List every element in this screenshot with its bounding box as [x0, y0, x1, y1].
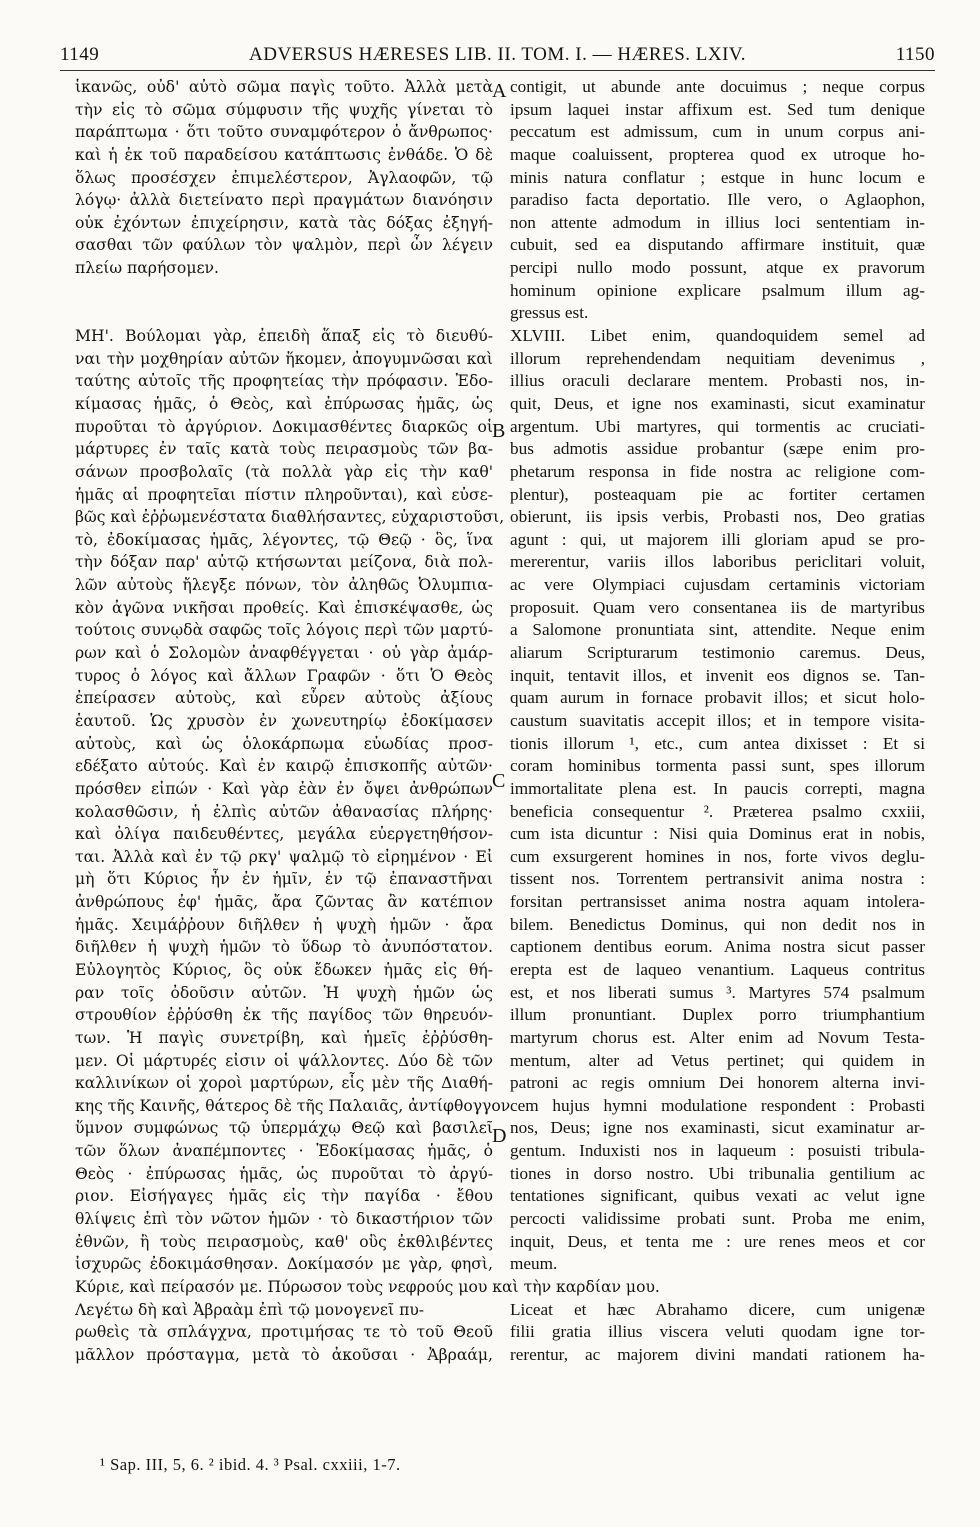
greek-text-line: αὐτοὺς, καὶ ὡς ὁλοκάρπωμα εὐωδίας προσ-: [75, 734, 493, 753]
margin-marker-b: B: [492, 420, 506, 442]
greek-text-line: κίμασας ἡμᾶς, ὁ Θεὸς, καὶ ἐπύρωσας ἡμᾶς, ὡς: [75, 394, 493, 413]
margin-marker-a: A: [492, 80, 507, 102]
latin-text-line: argentum. Ubi martyres, qui tormentis ac cruciati-: [510, 416, 925, 436]
greek-text-line: θλίψεις ἐπὶ τὸν νῶτον ἡμῶν · τὸ δικαστήριον τῶν: [75, 1210, 493, 1229]
latin-text-line: nos, Deus; igne nos examinasti, sicut examinatur ar-: [510, 1118, 925, 1138]
latin-text-line: obierunt, iis ipsis verbis, Probasti nos, Deo gratias: [510, 507, 925, 527]
latin-text-line: cem hujus hymni modulatione respondent : Probasti: [510, 1095, 925, 1115]
latin-text-line: paradiso facta deportatio. Ille vero, o Aglaophon,: [510, 190, 925, 210]
greek-text-line: σάνων προσβολαῖς (τὰ πολλὰ γὰρ εἰς τὴν καθ': [75, 462, 493, 481]
greek-text-line: στρουθίον ἐῤῥύσθη ἐκ τῆς παγίδος τῶν θηρευόν-: [75, 1006, 493, 1025]
footnotes: ¹ Sap. III, 5, 6. ² ibid. 4. ³ Psal. cxxiii, 1-7.: [100, 1455, 401, 1474]
greek-text-line: Εὐλογητὸς Κύριος, ὃς οὐκ ἔδωκεν ἡμᾶς εἰς θή-: [75, 960, 493, 979]
greek-text-line: εδέξατο αὐτούς. Καὶ ἐν καιρῷ ἐπισκοπῆς αὐτῶν·: [75, 757, 493, 776]
greek-text-line: Κύριε, καὶ πείρασόν με. Πύρωσον τοὺς νεφρούς μου καὶ τὴν καρδίαν μου.: [75, 1277, 660, 1296]
greek-text-line: λῶν αὐτοὺς ἤλεγξε πόνων, τὸν ἀληθῶς Ὀλυμπια-: [75, 576, 493, 595]
latin-text-line: inquit, tentavit illos, et invenit eos dignos se. Tan-: [510, 665, 925, 685]
latin-column: [510, 76, 925, 1367]
latin-text-line: filii gratia illius viscera veluti quodam igne tor-: [510, 1322, 925, 1342]
greek-text-line: πρόσθεν εἰπών · Καὶ γὰρ ἐὰν ἐν ὄψει ἀνθρώπων: [75, 779, 493, 798]
header-rule: [60, 70, 935, 71]
greek-text-line: ἑαυτοῦ. Ὡς χρυσὸν ἐν χωνευτηρίῳ ἐδοκίμασεν: [75, 711, 493, 730]
running-title: ADVERSUS HÆRESES LIB. II. TOM. I. — HÆRES. LXIV.: [249, 44, 746, 65]
latin-text-line: quit, Deus, et igne nos examinasti, sicut examinatur: [510, 393, 925, 413]
latin-text-line: rerentur, ac majorem divini mandati rationem ha-: [510, 1344, 925, 1364]
greek-text-line: παράπτωμα · ὅτι τοῦτο συναμφότερον ὁ ἄνθρωπος·: [75, 123, 493, 142]
latin-text-line: cum ista dicuntur : Nisi quia Dominus erat in nobis,: [510, 824, 925, 844]
greek-text-line: κὸν ἀγῶνα νικῆσαι προθείς. Καὶ ἐπισκέψασθε, ὡς: [75, 598, 493, 617]
latin-text-line: mererentur, variis illos laboribus periclitari voluit,: [510, 552, 925, 572]
greek-text-line: πλείω παρήσομεν.: [75, 259, 219, 278]
greek-text-line: διῆλθεν ἡ ψυχὴ ἡμῶν τὸ ὕδωρ τὸ ἀνυπόστατον.: [75, 938, 493, 957]
latin-text-line: non attente admodum in illius loci sententiam in-: [510, 212, 925, 232]
latin-text-line: ac vere Olympiaci cujusdam certaminis victoriam: [510, 575, 925, 595]
latin-text-line: contigit, ut abunde ante docuimus ; neque corpus: [510, 77, 925, 96]
latin-text-line: illorum reprehendendam nequitiam devenimus ,: [510, 348, 925, 368]
greek-text-line: καὶ ἡ ἐκ τοῦ παραδείσου κατάπτωσις ἐνθάδε. Ὁ δὲ: [75, 145, 493, 164]
latin-text-line: tionis illorum ¹, etc., cum antea dixisset : Et si: [510, 733, 925, 753]
greek-text-line: ριον. Εἰσήγαγες ἡμᾶς εἰς τὴν παγίδα · ἔθου: [75, 1187, 493, 1206]
greek-text-line: ὅλως προσέσχεν ἐπιμελέστερον, Ἀγλαοφῶν, τῷ: [75, 168, 493, 187]
greek-text-line: ναι τὴν μοχθηρίαν αὐτῶν ἥκομεν, ἀπογυμνῶσαι καὶ: [75, 349, 493, 368]
latin-text-line: minis natura conflatur ; estque in hunc locum e: [510, 167, 925, 187]
greek-text-line: ἡμᾶς. Χειμάῤῥουν διῆλθεν ἡ ψυχὴ ἡμῶν · ἄρα: [75, 915, 493, 934]
latin-text-line: bus admotis assidue probantur (sæpe enim pro-: [510, 439, 925, 459]
latin-text-line: mentum, alter ad Vetus pertinet; qui quidem in: [510, 1050, 925, 1070]
greek-text-line: ἀνθρώπους ἐφ' ἡμᾶς, ἄρα ζῶντας ἂν κατέπιον: [75, 893, 493, 912]
greek-text-line: μὴ ὅτι Κύριος ἦν ἐν ἡμῖν, ἐν τῷ ἐπαναστῆναι: [75, 870, 493, 889]
greek-text-line: καλλινίκων οἱ χοροὶ μαρτύρων, εἷς μὲν τῆς Διαθή-: [75, 1074, 493, 1093]
latin-text-line: immortalitate plena est. In paucis correpti, magna: [510, 778, 925, 798]
greek-text-line: ἱκανῶς, οὐδ' αὐτὸ σῶμα παγὶς τοῦτο. Ἀλλὰ μετὰ: [75, 78, 493, 96]
latin-text-line: cubuit, sed ea disputando affirmare instituit, quæ: [510, 235, 925, 255]
greek-text-line: ταύτης αὐτοῖς τῆς προφητείας τὴν πρόφασιν. Ἐδο-: [75, 372, 493, 391]
greek-text-line: Λεγέτω δὴ καὶ Ἀβραὰμ ἐπὶ τῷ μονογενεῖ πυ-: [75, 1300, 425, 1319]
greek-text-line: κης τῆς Καινῆς, θάτερος δὲ τῆς Παλαιᾶς, ἀντίφθογγον: [75, 1096, 511, 1115]
greek-text-line: [75, 280, 493, 303]
latin-text-line: proposuit. Quam vero consentanea iis de martyribus: [510, 597, 925, 617]
latin-text-line: phetarum responsa in fide nostra ac religione com-: [510, 461, 925, 481]
latin-text-line: quam aurum in fornace probavit illos; et sicut holo-: [510, 688, 925, 708]
latin-text-line: patroni ac regis omnium Dei honorem alterna invi-: [510, 1073, 925, 1093]
greek-text-line: ΜΗ'. Βούλομαι γὰρ, ἐπειδὴ ἅπαξ εἰς τὸ διευθύ-: [75, 327, 493, 346]
latin-text-line: XLVIII. Libet enim, quandoquidem semel ad: [510, 326, 925, 346]
latin-text-line: erepta est de laqueo venantium. Laqueus contritus: [510, 959, 925, 979]
latin-text-line: gressus est.: [510, 303, 589, 323]
latin-text-line: forsitan pertransisset anima nostra aquam intolera-: [510, 892, 925, 912]
greek-text-line: οὐκ ἐχόντων ἐπιχείρησιν, κατὰ τὰς δόξας ἐξηγή-: [75, 213, 493, 232]
greek-text-line: μᾶλλον πρόσταγμα, μετὰ τὸ ἀκοῦσαι · Ἀβραάμ,: [75, 1345, 493, 1364]
latin-text-line: coram hominibus tormenta passi sunt, spes illorum: [510, 756, 925, 776]
latin-text-line: [510, 1276, 925, 1299]
latin-text-line: illius oraculi declarare mentem. Probasti nos, in-: [510, 371, 925, 391]
margin-marker-d: D: [492, 1125, 507, 1147]
latin-text-line: meum.: [510, 1254, 558, 1274]
greek-text-line: πυροῦται τὸ ἀργύριον. Δοκιμασθέντες διαρκῶς οἱ: [75, 417, 493, 436]
latin-text-line: maque coaluissent, propterea quod ex utroque ho-: [510, 144, 925, 164]
latin-text-line: aliarum Scripturarum testimonio caremus. Deus,: [510, 643, 925, 663]
greek-text-line: τὴν δόξαν παρ' αὐτῷ κτήσωνται μείζονα, διὰ πολ-: [75, 553, 493, 572]
latin-text-line: agunt : qui, ut majorem illi gloriam apud se pro-: [510, 529, 925, 549]
greek-text-line: ἐπείρασεν αὐτοὺς, καὶ εὗρεν αὐτοὺς ἀξίους: [75, 689, 493, 708]
greek-text-line: ἐθνῶν, ἢ τοὺς πειρασμοὺς, καθ' οὓς ἐκθλιβέντες: [75, 1232, 493, 1251]
greek-text-line: κολασθῶσιν, ἡ ἐλπὶς αὐτῶν ἀθανασίας πλήρης·: [75, 802, 493, 821]
latin-text-line: illum pronuntiant. Duplex porro triumphantium: [510, 1005, 925, 1025]
latin-text-line: tissent nos. Torrentem pertransivit anima nostra :: [510, 869, 925, 889]
latin-text-line: plentur), posteaquam pie ac fortiter certamen: [510, 484, 925, 504]
greek-text-line: τούτοις συνῳδὰ σαφῶς τοῖς λόγοις περὶ τῶν μαρτύ-: [75, 621, 493, 640]
greek-text-line: ὕμνον συμφώνως τῷ ὑπερμάχῳ Θεῷ καὶ βασιλεῖ: [75, 1119, 493, 1138]
latin-text-line: cum exsurgerent homines in nos, forte vivos deglu-: [510, 846, 925, 866]
latin-text-line: a Salomone pronuntiata sint, attendite. Neque enim: [510, 620, 925, 640]
greek-text-line: μεν. Οἱ μάρτυρές εἰσιν οἱ ψάλλοντες. Δύο δὲ τῶν: [75, 1051, 493, 1070]
greek-text-line: ἡμᾶς αἱ προφητεῖαι πίστιν πληροῦνται), καὶ εὐσε-: [75, 485, 493, 504]
greek-text-line: [75, 302, 493, 325]
greek-text-line: καὶ ὀλίγα παιδευθέντες, μεγάλα εὐεργετηθήσον-: [75, 825, 493, 844]
latin-text-line: gentum. Induxisti nos in laqueum : posuisti tribula-: [510, 1141, 925, 1161]
greek-text-line: τὸ, ἐδοκίμασας ἡμᾶς, λέγοντες, τῷ Θεῷ · ὃς, ἵνα: [75, 530, 493, 549]
greek-text-line: ρωθεὶς τὰ σπλάγχνα, προτιμήσας τε τὸ τοῦ Θεοῦ: [75, 1323, 493, 1342]
greek-text-line: τὴν εἰς τὸ σῶμα σύμφυσιν τῆς ψυχῆς γίνεται τὸ: [75, 100, 493, 119]
greek-text-line: ρων καὶ ὁ Σολομὼν ἀναφθέγγεται · οὐ γὰρ ἀμάρ-: [75, 644, 493, 663]
greek-text-line: τυρος ὁ λόγος καὶ ἄλλων Γραφῶν · ὅτι Ὁ Θεὸς: [75, 666, 493, 685]
page-number-right: 1150: [895, 44, 935, 65]
margin-marker-c: C: [492, 770, 506, 792]
page-header: [60, 44, 935, 70]
latin-text-line: inquit, Deus, et tenta me : ure renes meos et cor: [510, 1231, 925, 1251]
latin-text-line: percipi nullo modo possunt, atque ex pravorum: [510, 258, 925, 278]
latin-text-line: hominum opinione explicare psalmum illum ag-: [510, 280, 925, 300]
latin-text-line: bilem. Benedictus Dominus, qui non dedit nos in: [510, 914, 925, 934]
latin-text-line: tentationes significant, quibus vexati ac velut igne: [510, 1186, 925, 1206]
latin-text-line: beneficia consequentur ². Præterea psalmo cxxiii,: [510, 801, 925, 821]
latin-text-line: Liceat et hæc Abrahamo dicere, cum unigenæ: [510, 1299, 925, 1319]
greek-text-line: ἰσχυρῶς ἐδοκιμάσθησαν. Δοκίμασόν με γὰρ, φησὶ,: [75, 1255, 493, 1274]
latin-text-line: caustum suavitatis accepit illos; et in tempore visita-: [510, 710, 925, 730]
greek-text-line: μάρτυρες ἐν ταῖς κατὰ τοὺς πειρασμοὺς τῶν βα-: [75, 440, 493, 459]
latin-text-line: martyrum chorus est. Alter enim ad Novum Testa-: [510, 1027, 925, 1047]
greek-text-line: Θεὸς · ἐπύρωσας ἡμᾶς, ὡς πυροῦται τὸ ἀργύ-: [75, 1164, 493, 1183]
greek-text-line: σασθαι τῶν φαύλων τὸν ψαλμὸν, περὶ ὧν λέγειν: [75, 236, 493, 255]
greek-text-line: ται. Ἀλλὰ καὶ ἐν τῷ ρκγ' ψαλμῷ τὸ εἰρημένον · Εἰ: [75, 847, 493, 866]
greek-text-line: λόγῳ· ἀλλὰ διετείνατο περὶ πραγμάτων διανόησιν: [75, 191, 493, 210]
greek-text-line: τῶν ὅλων ἀναπέμποντες · Ἐδοκίμασας ἡμᾶς, ὁ: [75, 1142, 493, 1161]
greek-text-line: βῶς καὶ ἐῤῥωμενέστατα διαθλήσαντες, εὐχαριστοῦσι,: [75, 508, 505, 527]
greek-text-line: ραν τοῖς ὀδοῦσιν αὐτῶν. Ἡ ψυχὴ ἡμῶν ὡς: [75, 983, 493, 1002]
greek-text-line: των. Ἡ παγὶς συνετρίβη, καὶ ἡμεῖς ἐῤῥύσθη-: [75, 1028, 493, 1047]
page-number-left: 1149: [60, 44, 100, 65]
latin-text-line: peccatum est admissum, cum in unum corpus ani-: [510, 122, 925, 142]
latin-text-line: ipsum laquei instar affixum est. Sed tum denique: [510, 99, 925, 119]
latin-text-line: tiones in dorso nostro. Ubi tribunalia gentilium ac: [510, 1163, 925, 1183]
latin-text-line: percocti validissime probati sunt. Proba me enim,: [510, 1209, 925, 1229]
latin-text-line: captionem dentibus eorum. Anima nostra sicut passer: [510, 937, 925, 957]
latin-text-line: est, et nos liberati sumus ³. Martyres 574 psalmum: [510, 982, 925, 1002]
